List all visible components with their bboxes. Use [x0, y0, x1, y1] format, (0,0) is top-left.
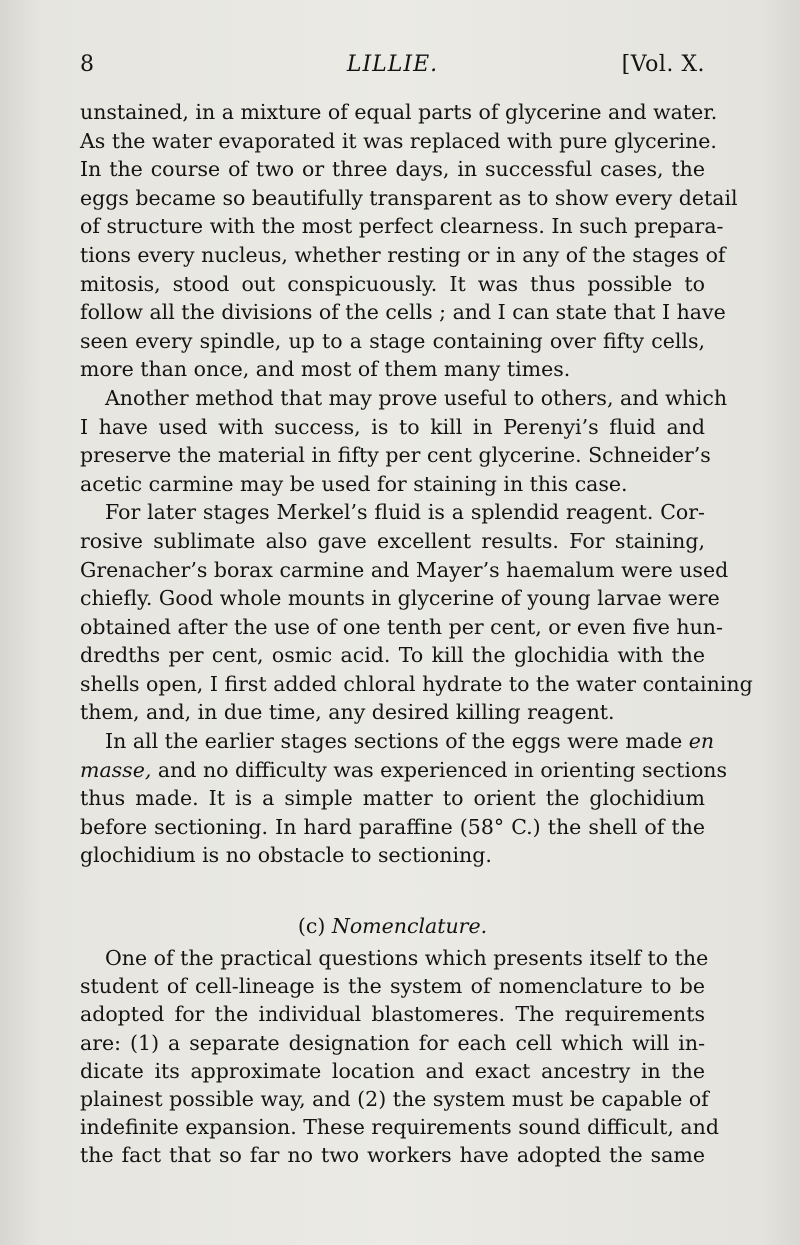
main-text [80, 98, 753, 870]
text-line: before sectioning. In hard paraffine (58° C.) the shell of the [80, 814, 705, 839]
section-number: (c) [297, 914, 326, 938]
italic-term: en [688, 729, 715, 754]
text-line: follow all the divisions of the cells ; and I can state that I have [80, 300, 726, 325]
text-line: As the water evaporated it was replaced with pure glycerine. [80, 128, 717, 153]
text-line: tions every nucleus, whether resting or in any of the stages of [80, 242, 726, 267]
section-text [80, 944, 719, 1170]
text-line: obtained after the use of one tenth per cent, or even five hun- [80, 614, 723, 639]
text-line: shells open, I first added chloral hydrate to the water containing [80, 671, 753, 696]
text-line: of structure with the most perfect clearness. In such prepara- [80, 214, 724, 239]
text-line: I have used with success, is to kill in Perenyi’s fluid and [80, 414, 705, 439]
text-line: thus made. It is a simple matter to orient the glochidium [80, 786, 705, 811]
text-fragment: and no difficulty was experienced in orienting sections [151, 757, 728, 782]
text-line: rosive sublimate also gave excellent results. For staining, [80, 528, 705, 553]
text-line [80, 727, 715, 756]
text-line: are: (1) a separate designation for each cell which will in- [80, 1030, 705, 1055]
text-line [80, 756, 728, 785]
text-fragment: In all the earlier stages sections of the eggs were made [105, 729, 689, 754]
volume-label: [Vol. X. [621, 52, 705, 77]
text-line: student of cell-lineage is the system of nomenclature to be [80, 974, 705, 999]
paragraph [80, 384, 728, 498]
paragraph [80, 727, 728, 870]
page-number: 8 [80, 52, 94, 77]
text-line: glochidium is no obstacle to sectioning. [80, 843, 492, 868]
text-line: Grenacher’s borax carmine and Mayer’s haemalum were used [80, 557, 729, 582]
text-line: dicate its approximate location and exact ancestry in the [80, 1058, 705, 1083]
section-title: Nomenclature. [331, 914, 488, 938]
paragraph [80, 98, 738, 384]
text-line: preserve the material in fifty per cent glycerine. Schneider’s [80, 443, 711, 468]
text-line: adopted for the individual blastomeres. The requirements [80, 1002, 705, 1027]
paragraph [80, 498, 753, 727]
text-line: For later stages Merkel’s fluid is a splendid reagent. Cor- [105, 500, 705, 525]
text-line: Another method that may prove useful to others, and which [105, 385, 728, 410]
text-line: them, and, in due time, any desired killing reagent. [80, 700, 615, 725]
text-line: dredths per cent, osmic acid. To kill the glochidia with the [80, 643, 705, 668]
text-line: the fact that so far no two workers have adopted the same [80, 1143, 705, 1168]
text-line: eggs became so beautifully transparent as to show every detail [80, 185, 738, 210]
paragraph [80, 944, 719, 1170]
text-line: plainest possible way, and (2) the system must be capable of [80, 1087, 709, 1112]
text-line: mitosis, stood out conspicuously. It was thus possible to [80, 271, 705, 296]
text-line: unstained, in a mixture of equal parts of glycerine and water. [80, 100, 718, 124]
italic-term: masse, [80, 757, 152, 782]
running-header [80, 52, 705, 84]
text-line: seen every spindle, up to a stage containing over fifty cells, [80, 328, 705, 353]
text-line: more than once, and most of them many times. [80, 357, 571, 382]
running-title: LILLIE. [346, 52, 439, 77]
text-line: indefinite expansion. These requirements sound difficult, and [80, 1115, 719, 1140]
text-line: acetic carmine may be used for staining in this case. [80, 471, 628, 496]
text-line: One of the practical questions which presents itself to the [105, 946, 709, 970]
section-heading [80, 912, 705, 940]
text-line: In the course of two or three days, in successful cases, the [80, 157, 705, 182]
text-line: chiefly. Good whole mounts in glycerine of young larvae were [80, 586, 720, 611]
